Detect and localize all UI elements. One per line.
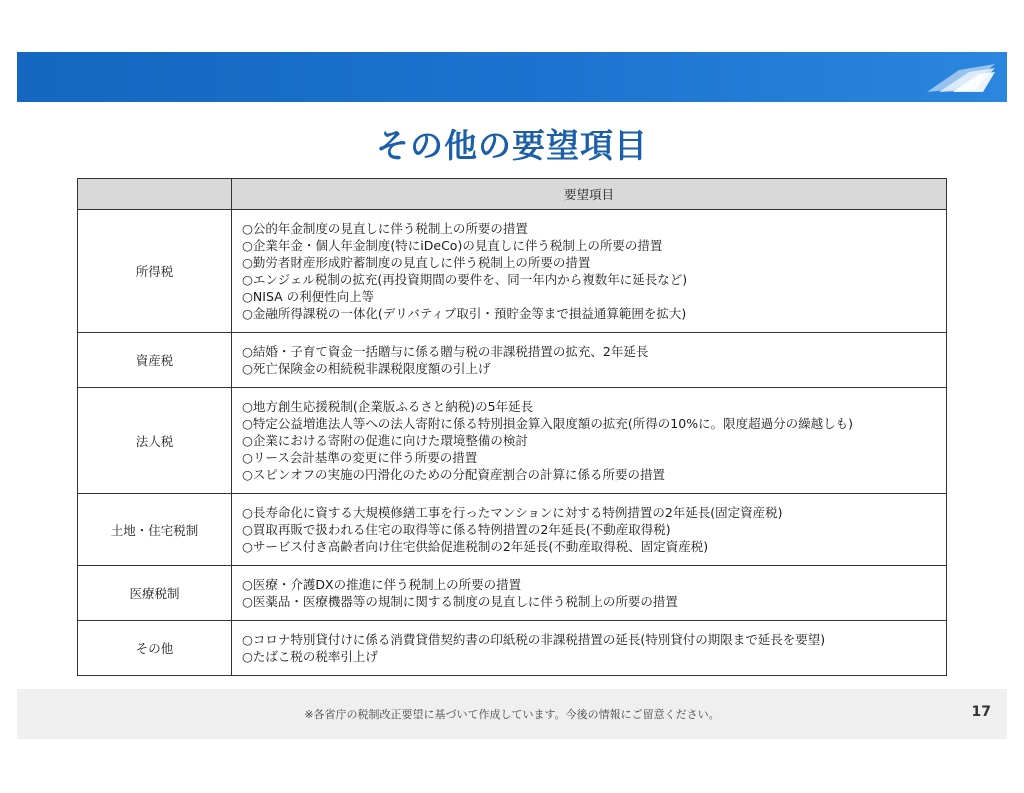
list-item: ○金融所得課税の一体化(デリバティブ取引・預貯金等まで損益通算範囲を拡大) xyxy=(242,306,687,321)
list-item: ○リース会計基準の変更に伴う所要の措置 xyxy=(242,450,478,465)
header-banner xyxy=(17,52,1007,102)
category-cell: 法人税 xyxy=(78,388,232,494)
footer-note: ※各省庁の税制改正要望に基づいて作成しています。今後の情報にご留意ください。 xyxy=(304,708,720,721)
category-cell: 医療税制 xyxy=(78,566,232,621)
list-item: ○医療・介護DXの推進に伴う税制上の所要の措置 xyxy=(242,577,522,592)
list-item: ○特定公益増進法人等への法人寄附に係る特別損金算入限度額の拡充(所得の10%に。限度超過分の繰越しも) xyxy=(242,416,853,431)
footer-bar xyxy=(17,689,1007,739)
item-list xyxy=(242,343,936,377)
category-cell: その他 xyxy=(78,621,232,676)
page-number: 17 xyxy=(971,704,991,720)
list-item: ○死亡保険金の相続税非課税限度額の引上げ xyxy=(242,361,491,376)
list-item: ○医薬品・医療機器等の規制に関する制度の見直しに伴う税制上の所要の措置 xyxy=(242,594,678,609)
item-list xyxy=(242,504,936,555)
table-row xyxy=(78,566,947,621)
category-cell: 資産税 xyxy=(78,333,232,388)
items-cell xyxy=(232,566,947,621)
list-item: ○地方創生応援税制(企業版ふるさと納税)の5年延長 xyxy=(242,399,534,414)
table-header-row xyxy=(78,179,947,210)
list-item: ○勤労者財産形成貯蓄制度の見直しに伴う税制上の所要の措置 xyxy=(242,255,591,270)
items-cell xyxy=(232,333,947,388)
item-list xyxy=(242,220,936,322)
items-cell xyxy=(232,494,947,566)
table-row xyxy=(78,388,947,494)
table-row xyxy=(78,621,947,676)
list-item: ○長寿命化に資する大規模修繕工事を行ったマンションに対する特例措置の2年延長(固定資産税) xyxy=(242,505,783,520)
list-item: ○公的年金制度の見直しに伴う税制上の所要の措置 xyxy=(242,221,528,236)
list-item: ○コロナ特別貸付けに係る消費貸借契約書の印紙税の非課税措置の延長(特別貸付の期限まで延長を要望) xyxy=(242,632,826,647)
item-list xyxy=(242,398,936,483)
page-title: その他の要望項目 xyxy=(376,126,648,165)
list-item: ○NISA の利便性向上等 xyxy=(242,289,375,304)
category-cell: 土地・住宅税制 xyxy=(78,494,232,566)
table-row xyxy=(78,494,947,566)
list-item: ○結婚・子育て資金一括贈与に係る贈与税の非課税措置の拡充、2年延長 xyxy=(242,344,649,359)
table-row xyxy=(78,333,947,388)
list-item: ○企業年金・個人年金制度(特にiDeCo)の見直しに伴う税制上の所要の措置 xyxy=(242,238,663,253)
category-cell: 所得税 xyxy=(78,210,232,333)
header-blank-cell xyxy=(78,179,232,210)
table-body xyxy=(78,210,947,676)
items-cell xyxy=(232,210,947,333)
brand-logo-icon xyxy=(919,60,997,96)
items-cell xyxy=(232,621,947,676)
header-items-cell: 要望項目 xyxy=(232,179,947,210)
list-item: ○企業における寄附の促進に向けた環境整備の検討 xyxy=(242,433,528,448)
table-row xyxy=(78,210,947,333)
list-item: ○買取再販で扱われる住宅の取得等に係る特例措置の2年延長(不動産取得税) xyxy=(242,522,671,537)
list-item: ○サービス付き高齢者向け住宅供給促進税制の2年延長(不動産取得税、固定資産税) xyxy=(242,539,709,554)
item-list xyxy=(242,631,936,665)
list-item: ○スピンオフの実施の円滑化のための分配資産割合の計算に係る所要の措置 xyxy=(242,467,666,482)
item-list xyxy=(242,576,936,610)
items-cell xyxy=(232,388,947,494)
list-item: ○エンジェル税制の拡充(再投資期間の要件を、同一年内から複数年に延長など) xyxy=(242,272,688,287)
requests-table xyxy=(77,178,947,676)
list-item: ○たばこ税の税率引上げ xyxy=(242,649,378,664)
